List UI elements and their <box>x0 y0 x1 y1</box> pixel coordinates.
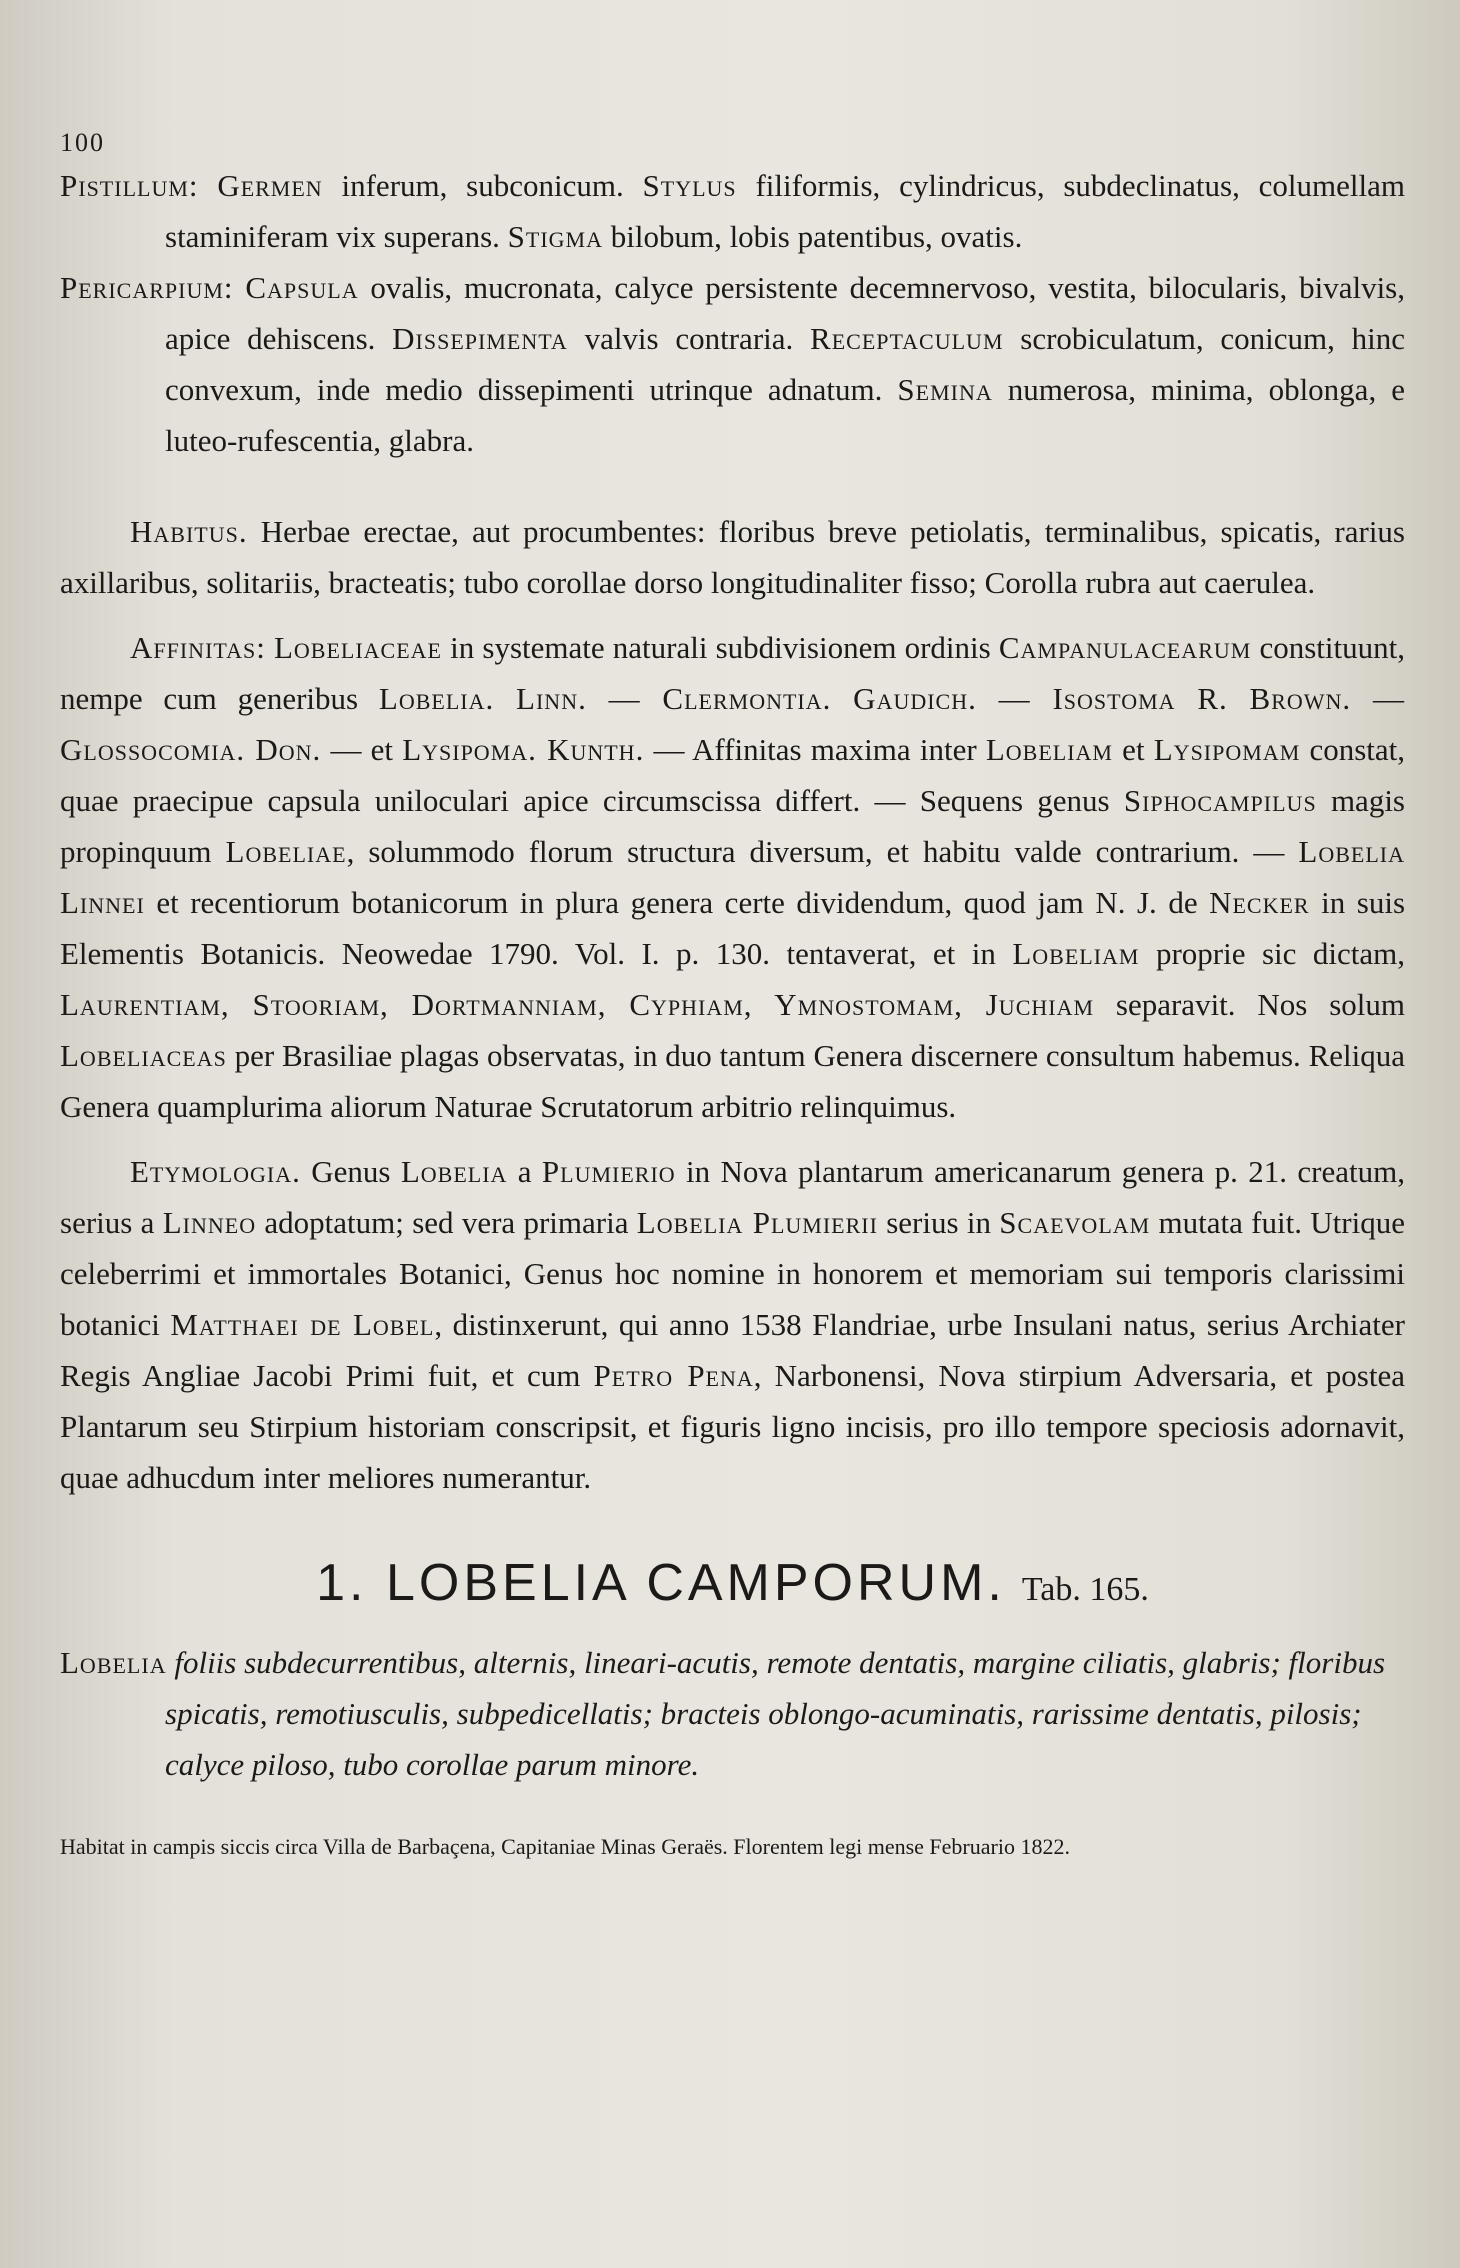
pistillum-text-2: filiformis, cylindricus, subdeclinatus, columellam staminiferam vix superans. <box>165 168 1405 254</box>
etymologia-heading: Etymologia. <box>130 1154 301 1189</box>
lobelia-linnei-term: Lobelia Linnei <box>60 834 1405 920</box>
lobeliam-term-2: Lobeliam <box>1012 936 1140 971</box>
etymologia-text-7: , distinxerunt, qui anno 1538 Flandriae, urbe Insulani natus, serius Archiater Regis Angliae Jacobi Primi fuit, et cum <box>60 1307 1405 1393</box>
lysipoma-term: Lysipoma. Kunth. <box>402 732 645 767</box>
etymologia-text-3: in Nova plantarum americanarum genera p. 21. creatum, serius a <box>60 1154 1405 1240</box>
affinitas-text-10: in suis Elementis Botanicis. Neowedae 1790. Vol. I. p. 130. tentaverat, et in <box>60 885 1406 971</box>
affinitas-text-8: , solummodo florum structura diversum, et habitu valde contrarium. — <box>346 834 1299 869</box>
lobelia-plumierii-term: Lobelia Plumierii <box>636 1205 878 1240</box>
habitus-text: Herbae erectae, aut procumbentes: floribus breve petiolatis, terminalibus, spicatis, rarius axillaribus, solitariis, bracteatis; tubo corollae dorso longitudinaliter fisso; Corolla rubra aut caerulea. <box>60 514 1405 600</box>
pericarpium-heading: Pericarpium: <box>60 270 234 305</box>
genera-list: Laurentiam, Stooriam, Dortmanniam, Cyphiam, Ymnostomam, Juchiam <box>60 987 1095 1022</box>
lobeliam-term: Lobeliam <box>985 732 1113 767</box>
affinitas-text-1: in systemate naturali subdivisionem ordinis <box>442 630 999 665</box>
campanulacearum-term: Campanulacearum <box>998 630 1252 665</box>
dissepimenta-term: Dissepimenta <box>392 321 568 356</box>
glossocomia-term: — Glossocomia. Don. <box>60 681 1405 767</box>
habitus-heading: Habitus. <box>130 514 248 549</box>
etymologia-text-6: mutata fuit. Utrique celeberrimi et immortales Botanici, Genus hoc nomine in honorem et memoriam sui temporis clarissimi botanici <box>60 1205 1405 1342</box>
affinitas-text-2: constituunt, nempe cum generibus <box>60 630 1405 716</box>
pericarpium-text-3: scrobiculatum, conicum, hinc convexum, inde medio dissepimenti utrinque adnatum. <box>165 321 1406 407</box>
affinitas-text-4: — Affinitas maxima inter <box>644 732 986 767</box>
habitat-note: Habitat in campis siccis circa Villa de Barbaçena, Capitaniae Minas Geraës. Florentem legi mense Februario 1822. <box>60 1834 1070 1859</box>
germen-term: Germen <box>217 168 323 203</box>
affinitas-heading: Affinitas: <box>130 630 266 665</box>
affinitas-text-13: per Brasiliae plagas observatas, in duo tantum Genera discernere consultum habemus. Reliqua Genera quamplurima aliorum Naturae Scrutatorum arbitrio relinquimus. <box>60 1038 1405 1124</box>
affinitas-text-7: magis propinquum <box>60 783 1405 869</box>
pistillum-heading: Pistillum: <box>60 168 199 203</box>
affinitas-text-6: constat, quae praecipue capsula uniloculari apice circumscissa differt. — Sequens genus <box>60 732 1406 818</box>
pistillum-text-3: bilobum, lobis patentibus, ovatis. <box>602 219 1023 254</box>
species-heading <box>60 1553 1405 1613</box>
petro-pena-term: Petro Pena <box>593 1358 754 1393</box>
lobelia-linn-term: Lobelia. Linn. <box>378 681 587 716</box>
semina-term: Semina <box>897 372 993 407</box>
necker-term: Necker <box>1209 885 1310 920</box>
lobeliaceae-term: Lobeliaceae <box>273 630 442 665</box>
plate-reference: Tab. 165. <box>1021 1571 1149 1608</box>
etymologia-paragraph <box>60 1146 1405 1503</box>
pericarpium-text-4: numerosa, minima, oblonga, e luteo-rufescentia, glabra. <box>165 372 1405 458</box>
etymologia-text-8: , Narbonensi, Nova stirpium Adversaria, et postea Plantarum seu Stirpium historiam conscripsit, et figuris ligno incisis, pro illo tempore speciosis adornavit, quae adhucdum inter meliores numerantur. <box>60 1358 1405 1495</box>
lobeliae-term: Lobeliae <box>225 834 347 869</box>
affinitas-paragraph <box>60 622 1405 1132</box>
linneo-term: Linneo <box>162 1205 257 1240</box>
etymologia-text-1: Genus <box>300 1154 401 1189</box>
pericarpium-paragraph <box>60 262 1405 466</box>
clermontia-term: — Clermontia. Gaudich. — <box>586 681 1053 716</box>
scaevolam-term: Scaevolam <box>999 1205 1151 1240</box>
plumierio-term: Plumierio <box>541 1154 676 1189</box>
lysipomam-term: Lysipomam <box>1153 732 1301 767</box>
species-number: 1. <box>316 1554 368 1612</box>
lobeliaceas-term: Lobeliaceas <box>60 1038 227 1073</box>
lobelia-term: Lobelia <box>400 1154 508 1189</box>
matthaei-term: Matthaei de Lobel <box>170 1307 435 1342</box>
etymologia-text-5: serius in <box>877 1205 1000 1240</box>
pistillum-text-1: inferum, subconicum. <box>322 168 643 203</box>
species-diagnosis <box>60 1637 1405 1790</box>
stigma-term: Stigma <box>507 219 603 254</box>
affinitas-text-12: separavit. Nos solum <box>1094 987 1406 1022</box>
affinitas-text-9: et recentiorum botanicorum in plura genera certe dividendum, quod jam N. J. de <box>144 885 1210 920</box>
habitus-paragraph <box>60 506 1405 608</box>
affinitas-text-5: et <box>1113 732 1154 767</box>
siphocampilus-term: Siphocampilus <box>1123 783 1317 818</box>
stylus-term: Stylus <box>642 168 737 203</box>
pistillum-paragraph <box>60 160 1405 262</box>
affinitas-text-3: — et <box>321 732 403 767</box>
page-content <box>60 128 1405 1864</box>
receptaculum-term: Receptaculum <box>810 321 1004 356</box>
capsula-term: Capsula <box>245 270 359 305</box>
diagnosis-genus: Lobelia <box>60 1645 167 1680</box>
etymologia-text-2: a <box>507 1154 542 1189</box>
etymologia-text-4: adoptatum; sed vera primaria <box>256 1205 637 1240</box>
species-name: LOBELIA CAMPORUM. <box>385 1554 1006 1612</box>
isostoma-term: Isostoma R. Brown. <box>1052 681 1352 716</box>
diagnosis-text: foliis subdecurrentibus, alternis, lineari-acutis, remote dentatis, margine ciliatis, glabris; floribus spicatis, remotiusculis, subpedicellatis; bracteis oblongo-acuminatis, rarissime dentatis, pilosis; calyce piloso, tubo corollae parum minore. <box>165 1645 1386 1782</box>
pericarpium-text-2: valvis contraria. <box>567 321 811 356</box>
pericarpium-text-1: ovalis, mucronata, calyce persistente decemnervoso, vestita, bilocularis, bivalvis, apice dehiscens. <box>165 270 1405 356</box>
page-number: 100 <box>60 128 105 157</box>
affinitas-text-11: proprie sic dictam, <box>1139 936 1405 971</box>
